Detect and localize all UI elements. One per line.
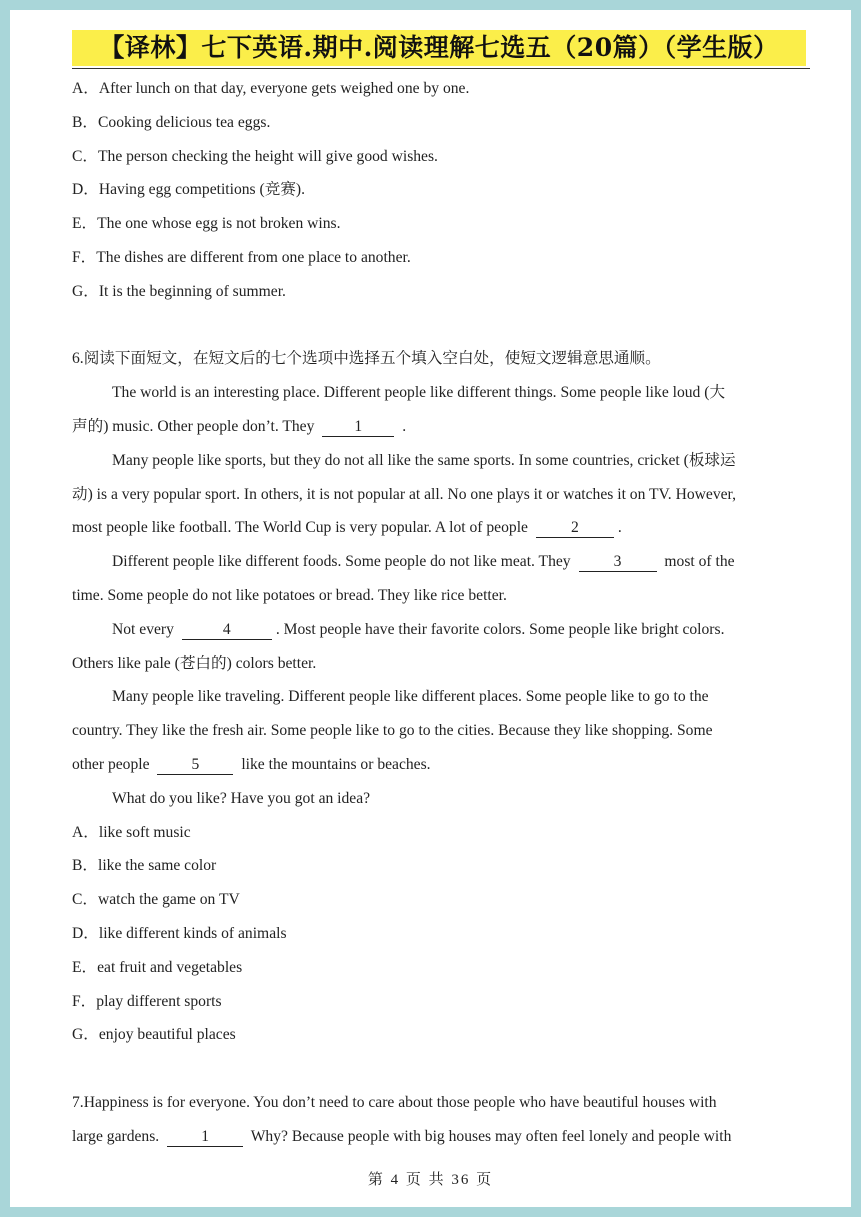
answer-blank-3: 3	[579, 553, 657, 572]
answer-blank-5: 5	[157, 756, 233, 775]
option-d: D．Having egg competitions (竞赛).	[72, 181, 306, 199]
option-e: E．eat fruit and vegetables	[72, 958, 243, 976]
answer-blank-2: 2	[536, 519, 614, 538]
option-g: G．It is the beginning of summer.	[72, 282, 286, 300]
page-content	[72, 72, 814, 1154]
option-e: E．The one whose egg is not broken wins.	[72, 215, 341, 233]
option-f: F．The dishes are different from one place to another.	[72, 248, 411, 266]
paragraph-line: other people 5 like the mountains or beaches.	[72, 755, 431, 773]
answer-blank-1: 1	[167, 1128, 243, 1147]
paragraph-line: time. Some people do not like potatoes or bread. They like rice better.	[72, 586, 507, 604]
paragraph-line: The world is an interesting place. Different people like different things. Some people like loud (大	[112, 384, 726, 402]
document-page	[10, 10, 851, 1207]
page-header	[72, 30, 810, 69]
page-title: 【译林】七下英语.期中.阅读理解七选五（20篇）（学生版）	[72, 30, 806, 66]
question-instruction: 6.阅读下面短文，在短文后的七个选项中选择五个填入空白处，使短文逻辑意思通顺。	[72, 350, 661, 368]
paragraph-line: Many people like traveling. Different people like different places. Some people like to go to the	[112, 688, 709, 706]
paragraph-line: 动) is a very popular sport. In others, it is not popular at all. No one plays it or watches it on TV. However,	[72, 485, 737, 503]
paragraph-line: Not every 4 . Most people have their favorite colors. Some people like bright colors.	[112, 620, 725, 638]
option-f: F．play different sports	[72, 992, 222, 1010]
paragraph-line: 7.Happiness is for everyone. You don’t need to care about those people who have beautiful houses with	[72, 1093, 717, 1111]
paragraph-line: country. They like the fresh air. Some people like to go to the cities. Because they like shopping. Some	[72, 722, 713, 740]
section7	[72, 1086, 814, 1154]
closing-line: What do you like? Have you got an idea?	[112, 789, 371, 807]
option-a: A．After lunch on that day, everyone gets weighed one by one.	[72, 80, 470, 97]
paragraph-line: 声的) music. Other people don’t. They 1 .	[72, 417, 407, 435]
answer-blank-1: 1	[322, 418, 394, 437]
paragraph-line: Others like pale (苍白的) colors better.	[72, 654, 317, 672]
option-b: B．like the same color	[72, 857, 217, 875]
paragraph-line: most people like football. The World Cup is very popular. A lot of people 2 .	[72, 519, 622, 537]
option-c: C．watch the game on TV	[72, 891, 240, 909]
option-b: B．Cooking delicious tea eggs.	[72, 113, 271, 131]
option-a: A．like soft music	[72, 823, 191, 841]
paragraph-line: Many people like sports, but they do not all like the same sports. In some countries, cricket (板球运	[112, 451, 736, 469]
answer-blank-4: 4	[182, 621, 272, 640]
section5-options	[72, 72, 814, 309]
option-d: D．like different kinds of animals	[72, 924, 287, 942]
section6	[72, 342, 814, 1052]
paragraph-line: large gardens. 1 Why? Because people with big houses may often feel lonely and people with	[72, 1127, 732, 1145]
option-c: C．The person checking the height will give good wishes.	[72, 147, 438, 165]
option-g: G．enjoy beautiful places	[72, 1026, 236, 1044]
paragraph-line: Different people like different foods. Some people do not like meat. They 3 most of the	[112, 553, 735, 571]
page-footer: 第 4 页 共 36 页	[367, 1172, 494, 1188]
